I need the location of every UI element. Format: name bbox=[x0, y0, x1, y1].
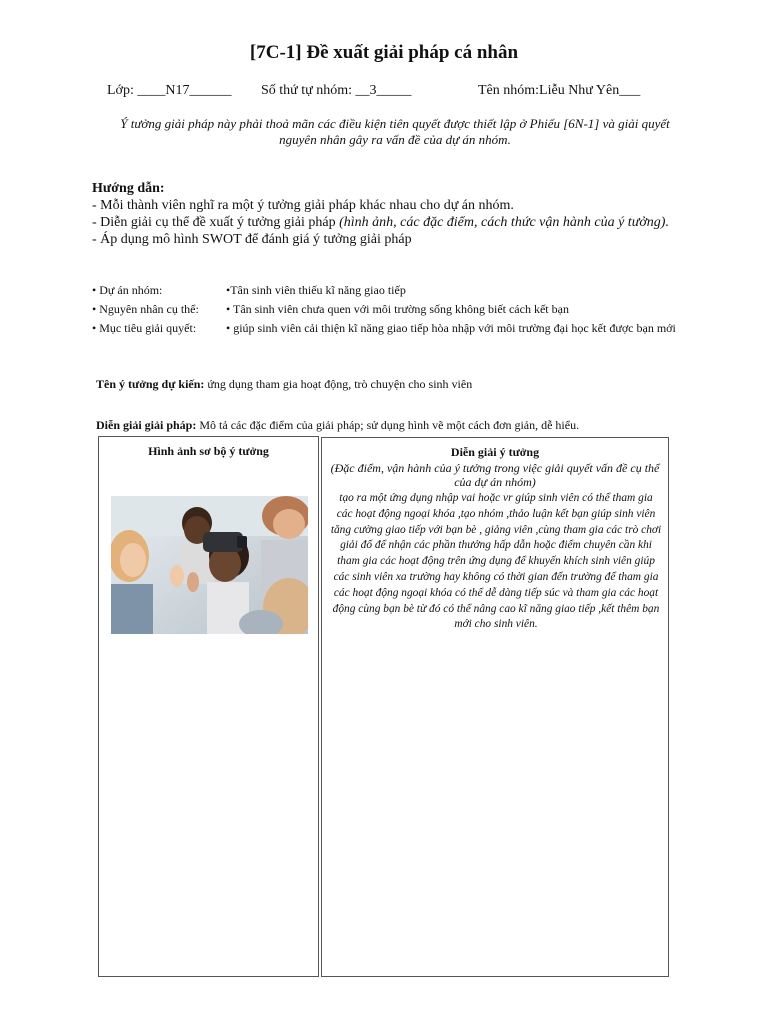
document-title: [7C-1] Đề xuất giải pháp cá nhân bbox=[249, 42, 519, 63]
solution-explanation bbox=[96, 418, 696, 433]
idea-explanation-text: tạo ra một ứng dụng nhập vai hoặc vr giúp sinh viên có thể tham gia các hoạt động ngoại khóa ,tạo nhóm ,thảo luận kết bạn giúp sinh viên tăng cường giao tiếp với bạn bè , giảng viên ,cùng tham gia các trò chơi giải đố để nhận các phần thưởng hấp dẫn hoặc điểm chuyên cần khi tham gia các hoạt động trên ứng dụng để khuyến khích sinh viên giúp các sinh viên xa trường hay không có thời gian đến trường để tham gia các hoạt động ngoại khóa có thể dễ dàng tiếp súc và tham gia các hoạt động cùng bạn bè từ đó có thể nâng cao kĩ năng giao tiếp ,kết thêm bạn mới cho sinh viên. bbox=[330, 492, 662, 631]
guide-line-2-italic: (hình ảnh, các đặc điểm, cách thức vận hành của ý tưởng). bbox=[339, 215, 669, 230]
fact-row-project bbox=[92, 283, 682, 297]
fact-row-cause bbox=[92, 302, 682, 316]
project-facts bbox=[92, 283, 682, 340]
guide-line-3: - Áp dụng mô hình SWOT để đánh giá ý tưởng giải pháp bbox=[92, 232, 412, 247]
class-field: Lớp: ____N17______ bbox=[107, 83, 232, 98]
guide-line-2-text: - Diễn giải cụ thể đề xuất ý tưởng giải pháp bbox=[92, 215, 340, 230]
fact-value: • Tân sinh viên chưa quen với môi trường sống không biết cách kết bạn bbox=[226, 302, 569, 316]
idea-explanation-box bbox=[321, 437, 669, 977]
fact-label: • Nguyên nhân cụ thể: bbox=[92, 302, 199, 316]
explain-value: Mô tả các đặc điểm của giải pháp; sử dụng hình vẽ một cách đơn giản, dễ hiểu. bbox=[196, 418, 580, 432]
group-number-field: Số thứ tự nhóm: __3_____ bbox=[261, 83, 412, 98]
idea-name bbox=[96, 377, 696, 392]
fact-label: • Dự án nhóm: bbox=[92, 283, 163, 297]
idea-explanation-subtitle: (Đặc điểm, vận hành của ý tưởng trong việc giải quyết vấn đề cụ thể của dự án nhóm) bbox=[330, 461, 660, 489]
explain-label: Diễn giải giải pháp: bbox=[96, 418, 197, 432]
guide-line-2 bbox=[92, 214, 692, 231]
intro-paragraph: Ý tưởng giải pháp này phải thoả mãn các điều kiện tiên quyết được thiết lập ở Phiếu [6N-1] và giải quyết nguyên nhân gây ra vấn đề của dự án nhóm. bbox=[120, 116, 670, 147]
group-name-field: Tên nhóm:Liễu Như Yên___ bbox=[478, 83, 641, 98]
fact-label: • Mục tiêu giải quyết: bbox=[92, 321, 197, 335]
idea-value: ứng dụng tham gia hoạt động, trò chuyện cho sinh viên bbox=[204, 377, 473, 391]
idea-explanation-heading: Diễn giải ý tưởng bbox=[450, 445, 540, 459]
vr-headset-students-photo bbox=[111, 496, 308, 634]
photo-illustration bbox=[111, 496, 308, 634]
fact-value: • giúp sinh viên cải thiện kĩ năng giao tiếp hòa nhập với môi trường đại học kết được bạn mới bbox=[226, 321, 676, 335]
fact-value: •Tân sinh viên thiếu kĩ năng giao tiếp bbox=[226, 283, 406, 297]
idea-label: Tên ý tưởng dự kiến: bbox=[96, 377, 205, 391]
fact-row-goal bbox=[92, 321, 682, 335]
guide-section bbox=[92, 180, 692, 248]
preliminary-image-heading: Hình ảnh sơ bộ ý tưởng bbox=[148, 444, 269, 458]
guide-heading: Hướng dẫn: bbox=[92, 181, 165, 196]
guide-line-1: - Mỗi thành viên nghĩ ra một ý tưởng giải pháp khác nhau cho dự án nhóm. bbox=[92, 198, 514, 213]
